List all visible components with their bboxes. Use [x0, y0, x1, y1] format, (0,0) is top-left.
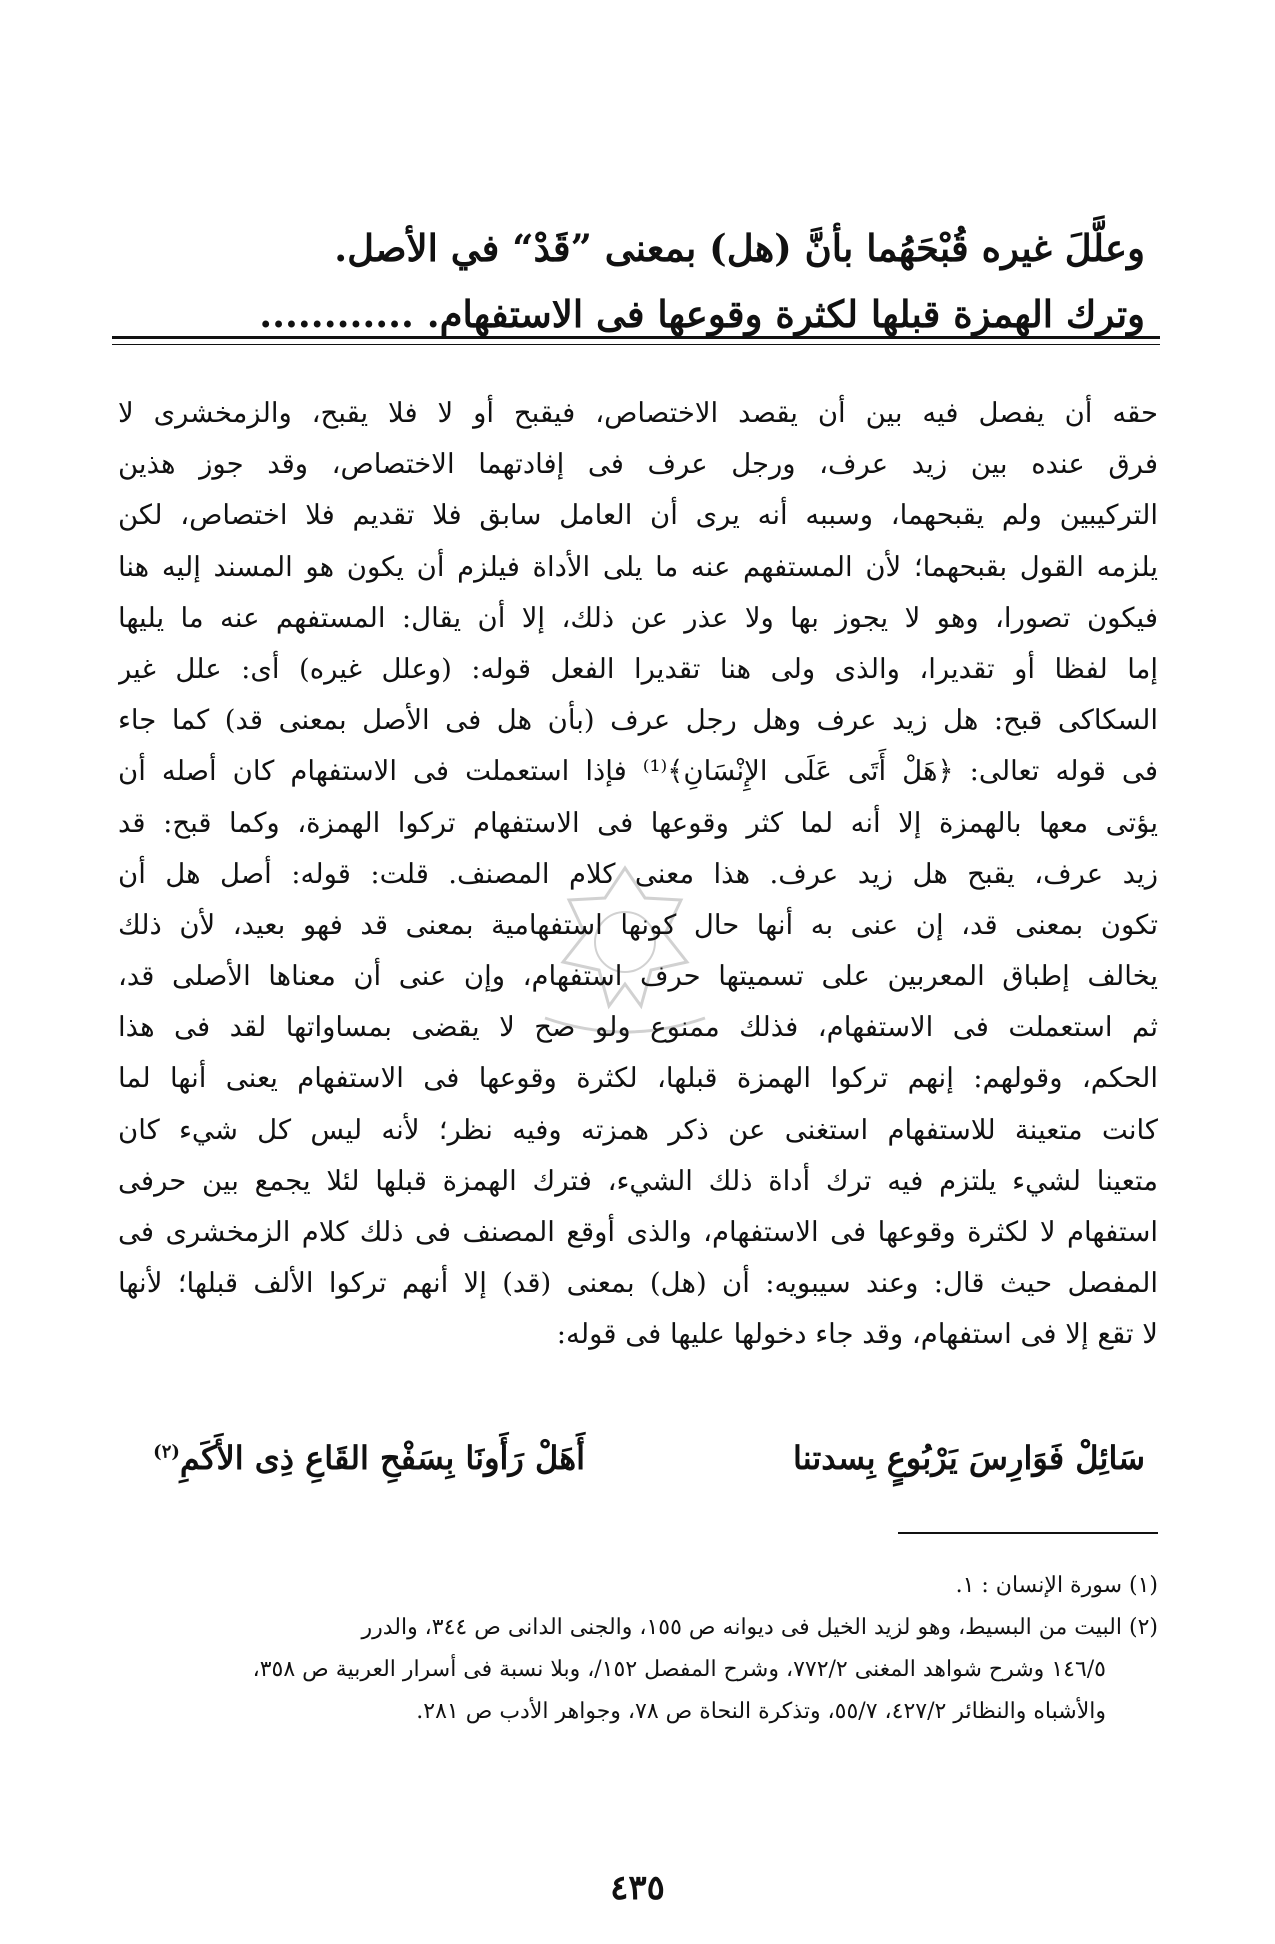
text-line: كانت متعينة للاستفهام استغنى عن ذكر همزته وفيه نظر؛ لأنه ليس كل شيء كان [118, 1113, 1158, 1146]
text-line: ثم استعملت فى الاستفهام، فذلك ممنوع ولو صح لا يقضى بمساواتها لقد فى هذا [118, 1011, 1158, 1044]
text-line: فرق عنده بين زيد عرف، ورجل عرف فى إفادتهما الاختصاص، وقد جوز هذين [118, 448, 1158, 481]
footnote-2-line-2: ١٤٦/٥ وشرح شواهد المغنى ٧٧٢/٢، وشرح المفصل ١٥٢/، وبلا نسبة فى أسرار العربية ص ٣٥٨، [252, 1657, 1106, 1682]
text-line: فيكون تصورا، وهو لا يجوز بها ولا عذر عن ذلك، إلا أن يقال: المستفهم عنه ما يليها [118, 601, 1158, 634]
text-line: التركيبين ولم يقبحهما، وسببه أنه يرى أن العامل سابق فلا تقديم فلا اختصاص، لكن [118, 499, 1158, 532]
text-line: زيد عرف، يقبح هل زيد عرف. هذا معنى كلام المصنف. قلت: قوله: أصل هل أن [118, 857, 1158, 890]
verse-second-hemistich-text: أَهَلْ رَأَونَا بِسَفْحِ القَاعِ ذِى الأَكَمِ [179, 1439, 585, 1477]
verse-first-hemistich: سَائِلْ فَوَارِسَ يَرْبُوعٍ بِسدتنا [792, 1439, 1145, 1477]
text-line: متعينا لشيء يلتزم فيه ترك أداة ذلك الشيء، فترك الهمزة قبلها لئلا يجمع بين حرفى [118, 1164, 1158, 1197]
text-line: إما لفظا أو تقديرا، والذى ولى هنا تقديرا الفعل قوله: (وعلل غيره) أى: علل غير [118, 652, 1158, 685]
matn-line-1: وعلَّلَ غيره قُبْحَهُما بأنَّ (هل) بمعنى ”قَدْ“ في الأصل. [334, 226, 1145, 270]
matn-heading [245, 226, 1145, 348]
text-line: السكاكى قبح: هل زيد عرف وهل رجل عرف (بأن هل فى الأصل بمعنى قد) كما جاء [118, 704, 1158, 737]
library-seal-watermark [515, 850, 735, 1050]
footnotes [118, 1565, 1158, 1733]
text-line: حقه أن يفصل فيه بين أن يقصد الاختصاص، فيقبح أو لا فلا يقبح، والزمخشرى لا [118, 397, 1158, 429]
footnote-1: (١) سورة الإنسان : ١. [955, 1573, 1158, 1598]
matn-line-2: وترك الهمزة قبلها لكثرة وقوعها فى الاستفهام. ............ [259, 292, 1145, 336]
header-rule-thin [112, 344, 1160, 345]
footnote-separator [898, 1532, 1158, 1534]
text-line: الحكم، وقولهم: إنهم تركوا الهمزة قبلها، لكثرة وقوعها فى الاستفهام يعنى أنها لما [118, 1062, 1158, 1095]
verse-note-marker: (٢) [153, 1441, 180, 1463]
text-line: فى قوله تعالى: ﴿هَلْ أَتَى عَلَى الإِنْسَانِ﴾⁽¹⁾ فإذا استعملت فى الاستفهام كان أصله أن [118, 755, 1158, 788]
footnote-2-line-1: (٢) البيت من البسيط، وهو لزيد الخيل فى ديوانه ص ١٥٥، والجنى الدانى ص ٣٤٤، والدرر [361, 1615, 1158, 1640]
footnote-2-line-3: والأشباه والنظائر ٤٢٧/٢، ٥٥/٧، وتذكرة النحاة ص ٧٨، وجواهر الأدب ص ٢٨١. [416, 1699, 1106, 1724]
text-line: يلزمه القول بقبحهما؛ لأن المستفهم عنه ما يلى الأداة فيلزم أن يكون هو المسند إليه هنا [118, 550, 1158, 583]
text-line: تكون بمعنى قد، إن عنى به أنها حال كونها استفهامية بمعنى قد فهو بعيد، لأن ذلك [118, 908, 1158, 941]
text-line: يخالف إطباق المعربين على تسميتها حرف استفهام، وإن عنى أن معناها الأصلى قد، [118, 960, 1158, 993]
text-line: لا تقع إلا فى استفهام، وقد جاء دخولها عليها فى قوله: [556, 1318, 1158, 1351]
text-line: يؤتى معها بالهمزة إلا أنه لما كثر وقوعها فى الاستفهام تركوا الهمزة، وكما قبح: قد [118, 806, 1158, 839]
header-rule-thick [112, 336, 1160, 339]
verse-second-hemistich [153, 1439, 585, 1477]
page-number: ٤٣٥ [610, 1868, 665, 1908]
text-line: استفهام لا لكثرة وقوعها فى الاستفهام، والذى أوقع المصنف فى ذلك كلام الزمخشرى فى [118, 1216, 1158, 1248]
text-line: المفصل حيث قال: وعند سيبويه: أن (هل) بمعنى (قد) إلا أنهم تركوا الألف قبلها؛ لأنها [118, 1267, 1158, 1300]
poetry-verse [125, 1439, 1145, 1499]
